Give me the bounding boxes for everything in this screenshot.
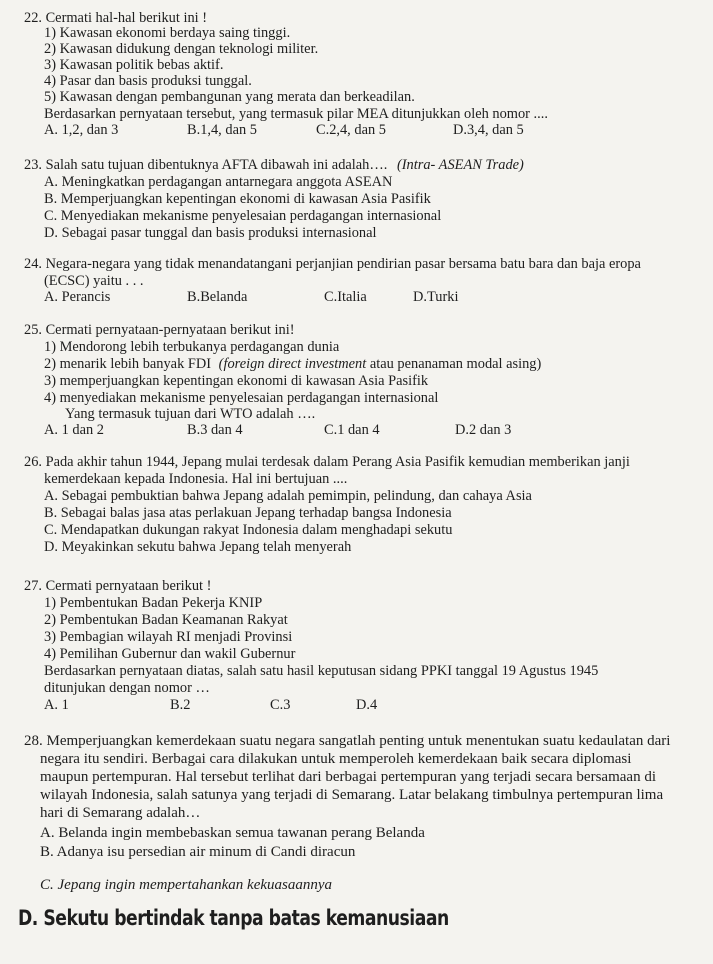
question-25-item: 1) Mendorong lebih terbukanya perdagangan dunia	[44, 339, 340, 355]
question-28-option-b: B. Adanya isu persedian air minum di Candi diracun	[40, 844, 356, 860]
question-22-prompt: Berdasarkan pernyataan tersebut, yang termasuk pilar MEA ditunjukkan oleh nomor ....	[44, 106, 548, 122]
question-22-option-d: D.3,4, dan 5	[453, 122, 524, 138]
question-28-option-d: D. Sekutu bertindak tanpa batas kemanusiaan	[18, 906, 449, 930]
question-26-stem-cont: kemerdekaan kepada Indonesia. Hal ini bertujuan ....	[44, 471, 348, 487]
question-22-option-c: C.2,4, dan 5	[316, 122, 386, 138]
question-23-stem	[24, 157, 524, 174]
question-27-item: 3) Pembagian wilayah RI menjadi Provinsi	[44, 629, 293, 645]
question-24-option-b: B.Belanda	[187, 289, 248, 305]
question-27-option-b: B.2	[170, 697, 191, 713]
question-27-prompt: Berdasarkan pernyataan diatas, salah satu hasil keputusan sidang PPKI tanggal 19 Agustus 1945	[44, 663, 599, 679]
question-25-stem: 25. Cermati pernyataan-pernyataan berikut ini!	[24, 322, 295, 338]
question-28-stem: 28. Memperjuangkan kemerdekaan suatu negara sangatlah penting untuk menentukan suatu kedaulatan dari	[24, 733, 671, 749]
question-22-item: 3) Kawasan politik bebas aktif.	[44, 57, 224, 73]
question-25-item	[44, 356, 541, 373]
question-27-prompt-cont: ditunjukan dengan nomor …	[44, 680, 210, 696]
question-28-stem-cont: negara itu sendiri. Berbagai cara dilakukan untuk memperoleh kemerdekaan baik secara diplomasi	[40, 751, 632, 767]
question-24-option-d: D.Turki	[413, 289, 459, 305]
question-25-fdi-italic: (foreign direct investment	[218, 356, 367, 372]
question-26-option-c: C. Mendapatkan dukungan rakyat Indonesia dalam menghadapi sekutu	[44, 522, 453, 538]
question-24-stem: 24. Negara-negara yang tidak menandatangani perjanjian pendirian pasar bersama batu bara dan baja eropa	[24, 256, 641, 272]
question-26-option-b: B. Sebagai balas jasa atas perlakuan Jepang terhadap bangsa Indonesia	[44, 505, 452, 521]
question-27-item: 1) Pembentukan Badan Pekerja KNIP	[44, 595, 263, 611]
question-25-item: 4) menyediakan mekanisme penyelesaian perdagangan internasional	[44, 390, 439, 406]
question-26-option-d: D. Meyakinkan sekutu bahwa Jepang telah menyerah	[44, 539, 352, 555]
question-24-option-c: C.Italia	[324, 289, 367, 305]
question-25-item: 3) memperjuangkan kepentingan ekonomi di kawasan Asia Pasifik	[44, 373, 429, 389]
question-27-item: 4) Pemilihan Gubernur dan wakil Gubernur	[44, 646, 296, 662]
question-28-stem-cont: wilayah Indonesia, salah satunya yang terjadi di Semarang. Latar belakang timbulnya pertempuran lima	[40, 787, 664, 803]
question-22-option-b: B.1,4, dan 5	[187, 122, 257, 138]
question-23-stem-text: 23. Salah satu tujuan dibentuknya AFTA dibawah ini adalah….	[24, 157, 388, 173]
question-23-stem-note: (Intra- ASEAN Trade)	[396, 157, 524, 173]
question-25-option-d: D.2 dan 3	[455, 422, 512, 438]
question-28-option-c: C. Jepang ingin mempertahankan kekuasaannya	[40, 877, 333, 893]
question-26-stem: 26. Pada akhir tahun 1944, Jepang mulai terdesak dalam Perang Asia Pasifik kemudian memberikan janji	[24, 454, 630, 470]
question-22-stem: 22. Cermati hal-hal berikut ini !	[24, 10, 208, 26]
question-23-option-a: A. Meningkatkan perdagangan antarnegara anggota ASEAN	[44, 174, 393, 190]
question-28-stem-cont: maupun pertempuran. Hal tersebut terlihat dari berbagai pertempuran yang terjadi secara bersamaan di	[40, 769, 656, 785]
question-27-option-a: A. 1	[44, 697, 69, 713]
question-22-item: 1) Kawasan ekonomi berdaya saing tinggi.	[44, 25, 291, 41]
question-26-option-a: A. Sebagai pembuktian bahwa Jepang adalah pemimpin, pelindung, dan cahaya Asia	[44, 488, 532, 504]
question-25-option-b: B.3 dan 4	[187, 422, 243, 438]
question-25-option-c: C.1 dan 4	[324, 422, 380, 438]
question-22-item: 5) Kawasan dengan pembangunan yang merata dan berkeadilan.	[44, 89, 415, 105]
question-23-option-c: C. Menyediakan mekanisme penyelesaian perdagangan internasional	[44, 208, 442, 224]
question-22-option-a: A. 1,2, dan 3	[44, 122, 119, 138]
question-24-option-a: A. Perancis	[44, 289, 111, 305]
question-22-item: 2) Kawasan didukung dengan teknologi militer.	[44, 41, 319, 57]
question-22-item: 4) Pasar dan basis produksi tunggal.	[44, 73, 252, 89]
question-24-stem-cont: (ECSC) yaitu . . .	[44, 273, 144, 289]
question-23-option-b: B. Memperjuangkan kepentingan ekonomi di kawasan Asia Pasifik	[44, 191, 431, 207]
question-28-option-a: A. Belanda ingin membebaskan semua tawanan perang Belanda	[40, 825, 425, 841]
question-27-item: 2) Pembentukan Badan Keamanan Rakyat	[44, 612, 288, 628]
question-28-stem-cont: hari di Semarang adalah…	[40, 805, 201, 821]
question-23-option-d: D. Sebagai pasar tunggal dan basis produksi internasional	[44, 225, 377, 241]
question-25-option-a: A. 1 dan 2	[44, 422, 104, 438]
question-25-item-text: 2) menarik lebih banyak FDI	[44, 356, 212, 372]
question-27-stem: 27. Cermati pernyataan berikut !	[24, 578, 212, 594]
question-25-fdi-tail: atau penanaman modal asing)	[366, 356, 542, 372]
question-27-option-d: D.4	[356, 697, 378, 713]
question-27-option-c: C.3	[270, 697, 291, 713]
question-25-prompt: Yang termasuk tujuan dari WTO adalah ….	[65, 406, 316, 422]
